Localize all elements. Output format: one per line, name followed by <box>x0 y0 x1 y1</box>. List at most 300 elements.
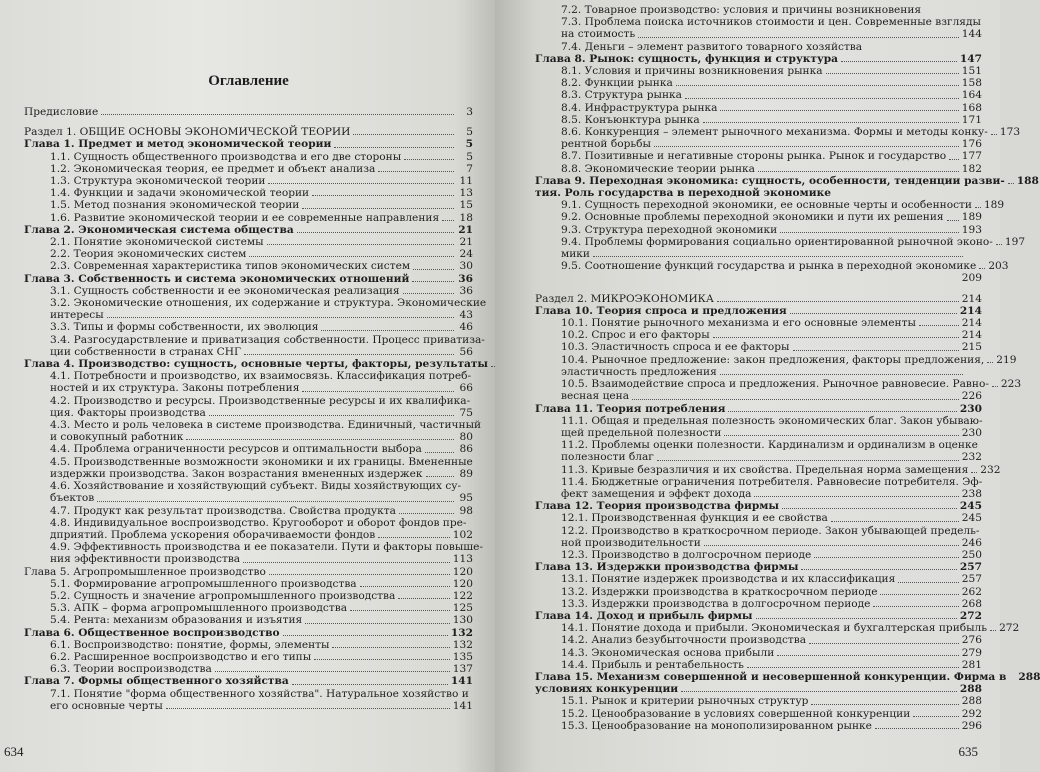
entry-page-number: 36 <box>459 284 473 297</box>
toc-subsection-entry <box>535 224 982 236</box>
entry-page-number: 113 <box>452 553 473 566</box>
dot-leader <box>413 269 454 270</box>
dot-leader <box>758 171 959 172</box>
entry-title: 15.1. Рынок и критерии рыночных структур <box>561 695 809 708</box>
dot-leader <box>249 256 454 257</box>
toc-chapter-entry <box>535 53 982 65</box>
dot-leader <box>826 73 959 74</box>
entry-page-number: 141 <box>450 675 473 688</box>
entry-page-number: 168 <box>961 101 982 114</box>
dot-leader <box>703 122 959 123</box>
entry-title: 7.3. Проблема поиска источников стоимости и цен. Современные взгляды <box>561 16 981 29</box>
dot-leader <box>426 476 454 477</box>
entry-page-number: 276 <box>961 634 982 647</box>
dot-leader <box>269 574 450 575</box>
entry-page-number: 98 <box>459 504 473 517</box>
entry-title: фект замещения и эффект дохода <box>561 487 752 500</box>
entry-page-number: 197 <box>1004 235 1026 248</box>
entry-page-number: 137 <box>452 663 473 676</box>
entry-title: 1.4. Функции и задачи экономической теории <box>50 187 310 200</box>
entry-page-number: 209 <box>961 272 982 285</box>
dot-leader <box>243 562 450 563</box>
toc-subsection-entry <box>24 468 473 480</box>
dot-leader <box>654 146 959 147</box>
entry-title: 6.2. Расширенное воспроизводство и его типы <box>50 650 312 663</box>
dot-leader <box>1008 183 1014 184</box>
toc-subsection-entry <box>24 456 473 468</box>
entry-title: 8.5. Конъюнктура рынка <box>561 113 700 126</box>
entry-title: Глава 9. Переходная экономика: сущность, особенности, тенденции разви- <box>535 174 1005 187</box>
entry-page-number: 80 <box>459 431 473 444</box>
entry-title: ния эффективности производства <box>50 553 241 566</box>
toc-subsection-entry <box>24 212 473 224</box>
entry-title: 3.1. Сущность собственности и ее экономическая реализация <box>50 284 400 297</box>
toc-subsection-entry <box>535 353 1017 366</box>
entry-page-number: 189 <box>983 199 1005 212</box>
dot-leader <box>378 171 454 172</box>
entry-page-number: 223 <box>1000 378 1022 391</box>
entry-page-number: 230 <box>961 426 982 439</box>
entry-page-number: 279 <box>961 646 982 659</box>
entry-title: 4.2. Производство и ресурсы. Производственные ресурсы и их квалифика- <box>50 394 471 407</box>
toc-subsection-entry <box>535 634 982 646</box>
toc-chapter-entry <box>24 566 473 578</box>
dot-leader <box>632 399 959 400</box>
entry-page-number: 193 <box>961 223 982 236</box>
entry-title: издержки производства. Закон возрастания вмененных издержек <box>50 467 423 480</box>
dot-leader <box>717 301 959 302</box>
entry-page-number: 176 <box>961 138 982 151</box>
entry-page-number: 219 <box>996 353 1017 366</box>
entry-title: ностей и их структура. Законы потребления <box>50 382 300 395</box>
toc-subsection-entry <box>535 16 982 28</box>
toc-subsection-entry <box>24 175 473 187</box>
toc-subsection-entry <box>24 505 473 517</box>
toc-subsection-entry <box>24 321 473 333</box>
dot-leader <box>657 460 959 461</box>
entry-title: 2.1. Понятие экономической системы <box>50 236 264 249</box>
toc-subsection-entry <box>24 602 473 614</box>
entry-title: 10.2. Спрос и его факторы <box>561 329 710 342</box>
toc-subsection-entry <box>24 407 473 419</box>
entry-title: 8.8. Экономические теории рынка <box>561 162 755 175</box>
entry-title: 8.2. Функции рынка <box>561 77 673 90</box>
entry-page-number: 214 <box>961 317 982 330</box>
spacer <box>535 285 982 293</box>
entry-title: 3.2. Экономические отношения, их содержание и структура. Экономические <box>50 297 487 310</box>
entry-title: 1.3. Структура экономической теории <box>50 175 266 188</box>
entry-page-number: 66 <box>459 382 473 395</box>
entry-title: 4.3. Место и роль человека в системе производства. Единичный, частичный <box>50 419 482 432</box>
entry-title: 9.3. Структура переходной экономики <box>561 223 778 236</box>
toc-subsection-entry <box>535 317 982 329</box>
entry-title: Глава 4. Производство: сущность, основные черты, факторы, результаты <box>24 358 489 371</box>
toc-subsection-entry <box>24 333 485 346</box>
entry-title: 3.3. Типы и формы собственности, их эволюция <box>50 321 319 334</box>
toc-chapter-entry <box>535 683 982 695</box>
toc-chapter-entry <box>24 627 473 639</box>
toc-subsection-entry <box>24 639 473 651</box>
entry-title: 8.7. Позитивные и негативные стороны рынка. Рынок и государство <box>561 150 947 163</box>
toc-subsection-entry <box>535 439 982 451</box>
entry-title: 9.4. Проблемы формирования социально ориентированной рыночной эконо- <box>561 235 993 248</box>
entry-title: Глава 11. Теория потребления <box>535 402 726 415</box>
dot-leader <box>314 659 450 660</box>
toc-subsection-entry <box>535 525 982 537</box>
dot-leader <box>267 244 454 245</box>
toc-subsection-entry <box>24 285 473 297</box>
dot-leader <box>425 452 454 453</box>
entry-page-number: 141 <box>452 699 473 712</box>
toc-list-left <box>24 106 489 712</box>
entry-page-number: 144 <box>961 28 982 41</box>
entry-title: 15.3. Ценообразование на монополизированном рынке <box>561 719 872 732</box>
entry-page-number: 43 <box>459 309 473 322</box>
entry-title: Предисловие <box>24 106 99 118</box>
entry-title: 11.2. Проблемы оценки полезности. Кардинализм и ординализм в оценке <box>561 439 978 452</box>
dot-leader <box>754 496 958 497</box>
entry-page-number: 215 <box>961 341 982 354</box>
toc-list-right <box>535 0 1040 732</box>
toc-subsection-entry <box>535 28 982 40</box>
entry-page-number: 214 <box>961 329 982 342</box>
toc-chapter-entry <box>535 670 1040 683</box>
entry-title: 1.1. Сущность общественного производства и его две стороны <box>50 150 402 163</box>
entry-title: 6.1. Воспроизводство: понятие, формы, элементы <box>50 638 330 651</box>
dot-leader <box>442 220 454 221</box>
entry-title: Глава 6. Общественное воспроизводство <box>24 626 280 639</box>
entry-title: 14.3. Экономическая основа прибыли <box>561 646 775 659</box>
dot-leader <box>302 208 454 209</box>
toc-chapter-entry <box>24 273 473 285</box>
toc-subsection-entry <box>535 647 982 659</box>
toc-chapter-entry <box>535 561 982 573</box>
entry-page-number: 272 <box>959 609 982 622</box>
dot-leader <box>873 606 958 607</box>
dot-leader <box>720 374 963 375</box>
toc-subsection-entry <box>535 451 982 463</box>
dot-leader <box>404 159 454 160</box>
entry-page-number: 5 <box>466 150 473 163</box>
entry-page-number: 296 <box>961 719 982 732</box>
toc-subsection-entry <box>535 102 982 114</box>
entry-title: 9.2. Основные проблемы переходной экономики и пути их решения <box>561 211 944 224</box>
toc-chapter-entry <box>24 358 489 371</box>
entry-page-number: 214 <box>961 292 982 305</box>
entry-title: 10.3. Эластичность спроса и ее факторы <box>561 341 790 354</box>
toc-subsection-entry <box>24 187 473 199</box>
entry-title: 10.4. Рыночное предложение: закон предложения, факторы предложения, <box>561 353 985 366</box>
toc-subsection-entry <box>24 688 473 700</box>
entry-page-number: 95 <box>459 492 473 505</box>
dot-leader <box>992 386 998 387</box>
entry-title: 12.3. Производство в долгосрочном периоде <box>561 548 812 561</box>
toc-subsection-entry <box>24 248 473 260</box>
dot-leader <box>398 598 449 599</box>
dot-leader <box>747 667 959 668</box>
entry-title: и совокупный работник <box>50 431 184 444</box>
toc-subsection-entry <box>535 622 1020 635</box>
toc-subsection-entry <box>535 4 982 16</box>
entry-title: 14.2. Анализ безубыточности производства <box>561 634 807 647</box>
entry-title: 4.7. Продукт как результат производства. Свойства продукта <box>50 504 396 517</box>
dot-leader <box>312 195 454 196</box>
entry-title: условиях конкуренции <box>535 683 679 696</box>
dot-leader <box>979 268 985 269</box>
dot-leader <box>97 501 454 502</box>
entry-title: дприятий. Проблема ускорения оборачиваемости фондов <box>50 528 376 541</box>
entry-page-number: 135 <box>452 650 473 663</box>
toc-subsection-entry <box>24 590 473 602</box>
entry-page-number: 262 <box>961 585 982 598</box>
toc-subsection-entry <box>24 517 473 529</box>
entry-page-number: 281 <box>961 658 982 671</box>
toc-subsection-entry <box>24 236 473 248</box>
toc-chapter-entry <box>24 224 473 236</box>
toc-subsection-entry <box>24 382 473 394</box>
entry-page-number: 75 <box>459 406 473 419</box>
dot-leader <box>593 256 963 257</box>
toc-subsection-entry <box>535 598 982 610</box>
entry-title: Глава 2. Экономическая система общества <box>24 223 294 236</box>
entry-page-number: 18 <box>459 211 473 224</box>
entry-title: 7.1. Понятие "форма общественного хозяйства". Натуральное хозяйство и <box>50 687 469 700</box>
entry-page-number: 268 <box>961 597 982 610</box>
entry-page-number: 177 <box>961 150 982 163</box>
dot-leader <box>793 350 959 351</box>
toc-subsection-entry <box>535 114 982 126</box>
entry-title: 10.5. Взаимодействие спроса и предложения. Рыночное равновесие. Равно- <box>561 378 989 391</box>
entry-title: 9.5. Соотношение функций государства и рынка в переходной экономике <box>561 260 977 273</box>
entry-page-number: 11 <box>459 175 473 188</box>
toc-subsection-entry <box>24 663 473 675</box>
entry-title: бъектов <box>50 492 95 505</box>
entry-title: 7.2. Товарное производство: условия и причины возникновения <box>561 4 922 16</box>
entry-page-number: 120 <box>452 577 473 590</box>
toc-chapter-entry <box>535 187 982 199</box>
entry-page-number: 189 <box>961 211 982 224</box>
toc-subsection-entry <box>24 614 473 626</box>
entry-page-number: 232 <box>961 451 982 464</box>
entry-title: 11.1. Общая и предельная полезность экономических благ. Закон убываю- <box>561 414 983 427</box>
entry-title: 4.1. Потребности и производство, их взаимосвязь. Классификация потреб- <box>50 370 472 383</box>
entry-title: Глава 12. Теория производства фирмы <box>535 500 780 513</box>
dot-leader <box>244 354 454 355</box>
right-page <box>495 0 1040 772</box>
toc-chapter-entry <box>24 126 473 138</box>
entry-title: 11.3. Кривые безразличия и их свойства. Предельная норма замещения <box>561 463 969 476</box>
toc-subsection-entry <box>535 378 1022 391</box>
entry-page-number: 173 <box>999 126 1021 139</box>
toc-subsection-entry <box>24 370 473 382</box>
entry-title: 6.3. Теории воспроизводства <box>50 663 212 676</box>
toc-subsection-entry <box>24 431 473 443</box>
toc-subsection-entry <box>24 309 473 321</box>
toc-subsection-entry <box>535 573 982 585</box>
toc-heading: Оглавление <box>208 73 289 89</box>
toc-subsection-entry <box>24 443 473 455</box>
toc-subsection-entry <box>535 586 982 598</box>
toc-subsection-entry <box>24 480 473 492</box>
dot-leader <box>756 618 957 619</box>
toc-subsection-entry <box>24 395 473 407</box>
entry-title: Глава 3. Собственность и система экономических отношений <box>24 272 410 285</box>
toc-subsection-entry <box>535 235 1026 248</box>
toc-subsection-entry <box>535 488 982 500</box>
entry-page-number: 13 <box>459 187 473 200</box>
left-page <box>0 0 495 772</box>
entry-page-number: 288 <box>1018 670 1040 683</box>
toc-chapter-entry <box>535 610 982 622</box>
entry-title: 7.4. Деньги – элемент развитого товарного хозяйства <box>561 40 863 53</box>
dot-leader <box>777 655 959 656</box>
entry-page-number: 5 <box>465 138 473 151</box>
toc-chapter-entry <box>535 305 982 317</box>
dot-leader <box>412 281 454 282</box>
entry-title: щей предельной полезности <box>561 426 722 439</box>
entry-page-number: 130 <box>452 614 473 627</box>
entry-page-number: 151 <box>961 65 982 78</box>
toc-subsection-entry <box>24 199 473 211</box>
entry-title: 14.1. Понятие дохода и прибыли. Экономическая и бухгалтерская прибыль <box>561 622 988 635</box>
entry-title: Глава 13. Издержки производства фирмы <box>535 561 799 574</box>
dot-leader <box>991 134 997 135</box>
toc-subsection-entry <box>535 549 982 561</box>
entry-title: Глава 5. Агропромышленное производство <box>24 565 266 578</box>
entry-title: 13.1. Понятие издержек производства и их классификация <box>561 573 896 586</box>
dot-leader <box>676 85 959 86</box>
dot-leader <box>403 293 454 294</box>
dot-leader <box>166 708 450 709</box>
toc-subsection-entry <box>535 415 982 427</box>
toc-subsection-entry <box>535 366 982 378</box>
dot-leader <box>378 537 450 538</box>
dot-leader <box>990 630 996 631</box>
toc-subsection-entry <box>24 346 473 358</box>
entry-title: 4.4. Проблема ограниченности ресурсов и оптимальности выбора <box>50 443 422 456</box>
entry-page-number: 230 <box>959 402 982 415</box>
toc-subsection-entry <box>24 700 473 712</box>
entry-title: ция. Факторы производства <box>50 406 206 419</box>
toc-subsection-entry <box>535 199 1005 212</box>
entry-title: эластичность предложения <box>561 365 717 378</box>
entry-page-number: 89 <box>459 467 473 480</box>
dot-leader <box>334 147 454 148</box>
dot-leader <box>332 647 449 648</box>
toc-subsection-entry <box>24 151 473 163</box>
toc-subsection-entry <box>535 537 982 549</box>
entry-title: полезности благ <box>561 451 654 464</box>
entry-title: 9.1. Сущность переходной экономики, ее основные черты и особенности <box>561 199 972 212</box>
dot-leader <box>283 635 448 636</box>
dot-leader <box>360 586 450 587</box>
entry-page-number: 164 <box>961 89 982 102</box>
page-number-right: 635 <box>958 744 978 759</box>
entry-title: 3.4. Разгосударствление и приватизация собственности. Процесс приватиза- <box>50 333 485 346</box>
entry-title: тия. Роль государства в переходной экономике <box>535 187 831 200</box>
entry-title: мики <box>561 248 590 261</box>
entry-page-number: 122 <box>452 589 473 602</box>
toc-chapter-entry <box>535 403 982 415</box>
toc-subsection-entry <box>535 248 982 260</box>
entry-title: 4.6. Хозяйствование и хозяйствующий субъект. Виды хозяйствующих су- <box>50 480 462 493</box>
entry-page-number: 203 <box>988 260 1009 273</box>
entry-title: 13.2. Издержки производства в краткосрочном периоде <box>561 585 878 598</box>
entry-page-number: 56 <box>459 345 473 358</box>
entry-title: его основные черты <box>50 699 163 712</box>
dot-leader <box>302 391 454 392</box>
dot-leader <box>919 325 959 326</box>
dot-leader <box>704 545 959 546</box>
entry-page-number: 147 <box>959 52 982 65</box>
toc-subsection-entry <box>535 126 1021 139</box>
toc-chapter-entry <box>535 500 982 512</box>
entry-title: 5.1. Формирование агропромышленного производства <box>50 577 357 590</box>
entry-page-number: 214 <box>959 304 982 317</box>
entry-title: 1.6. Развитие экономической теории и ее современные направления <box>50 211 440 224</box>
dot-leader <box>987 362 993 363</box>
dot-leader <box>831 521 959 522</box>
dot-leader <box>215 671 450 672</box>
dot-leader <box>186 439 454 440</box>
toc-subsection-entry <box>535 463 1001 476</box>
entry-title: 10.1. Понятие рыночного механизма и его основные элементы <box>561 317 916 330</box>
entry-title: рентной борьбы <box>561 138 651 151</box>
entry-page-number: 257 <box>959 561 982 574</box>
toc-subsection-entry <box>535 720 982 732</box>
entry-title: 5.3. АПК – форма агропромышленного производства <box>50 602 348 615</box>
dot-leader <box>880 594 958 595</box>
dot-leader <box>790 313 957 314</box>
toc-subsection-entry <box>535 41 982 53</box>
toc-chapter-entry <box>24 675 473 687</box>
entry-title: Глава 8. Рынок: сущность, функция и структура <box>535 52 839 65</box>
entry-page-number: 257 <box>961 573 982 586</box>
dot-leader <box>811 704 958 705</box>
entry-title: весная цена <box>561 390 630 403</box>
spacer <box>24 118 473 126</box>
dot-leader <box>814 557 958 558</box>
entry-page-number: 132 <box>452 638 473 651</box>
entry-title: 4.9. Эффективность производства и ее показатели. Пути и факторы повыше- <box>50 541 484 554</box>
entry-title: 1.2. Экономическая теория, ее предмет и объект анализа <box>50 162 376 175</box>
dot-leader <box>724 435 958 436</box>
entry-page-number: 125 <box>452 602 473 615</box>
entry-title: 8.3. Структура рынка <box>561 89 682 102</box>
toc-subsection-entry <box>535 341 982 353</box>
entry-page-number: 238 <box>961 487 982 500</box>
toc-subsection-entry <box>535 89 982 101</box>
toc-subsection-entry <box>24 297 487 310</box>
entry-page-number: 245 <box>959 500 982 513</box>
entry-page-number: 30 <box>459 260 473 273</box>
dot-leader <box>321 330 454 331</box>
dot-leader <box>913 716 958 717</box>
dot-leader <box>875 728 959 729</box>
dot-leader <box>305 623 450 624</box>
dot-leader <box>297 232 454 233</box>
dot-leader <box>720 110 958 111</box>
toc-subsection-entry <box>535 77 982 89</box>
dot-leader <box>713 337 959 338</box>
entry-title: Глава 1. Предмет и метод экономической теории <box>24 138 332 151</box>
dot-leader <box>841 61 957 62</box>
toc-subsection-entry <box>535 211 982 223</box>
dot-leader <box>101 114 454 115</box>
toc-subsection-entry <box>24 529 473 541</box>
entry-page-number: 188 <box>1016 174 1039 187</box>
toc-chapter-entry <box>535 293 982 305</box>
